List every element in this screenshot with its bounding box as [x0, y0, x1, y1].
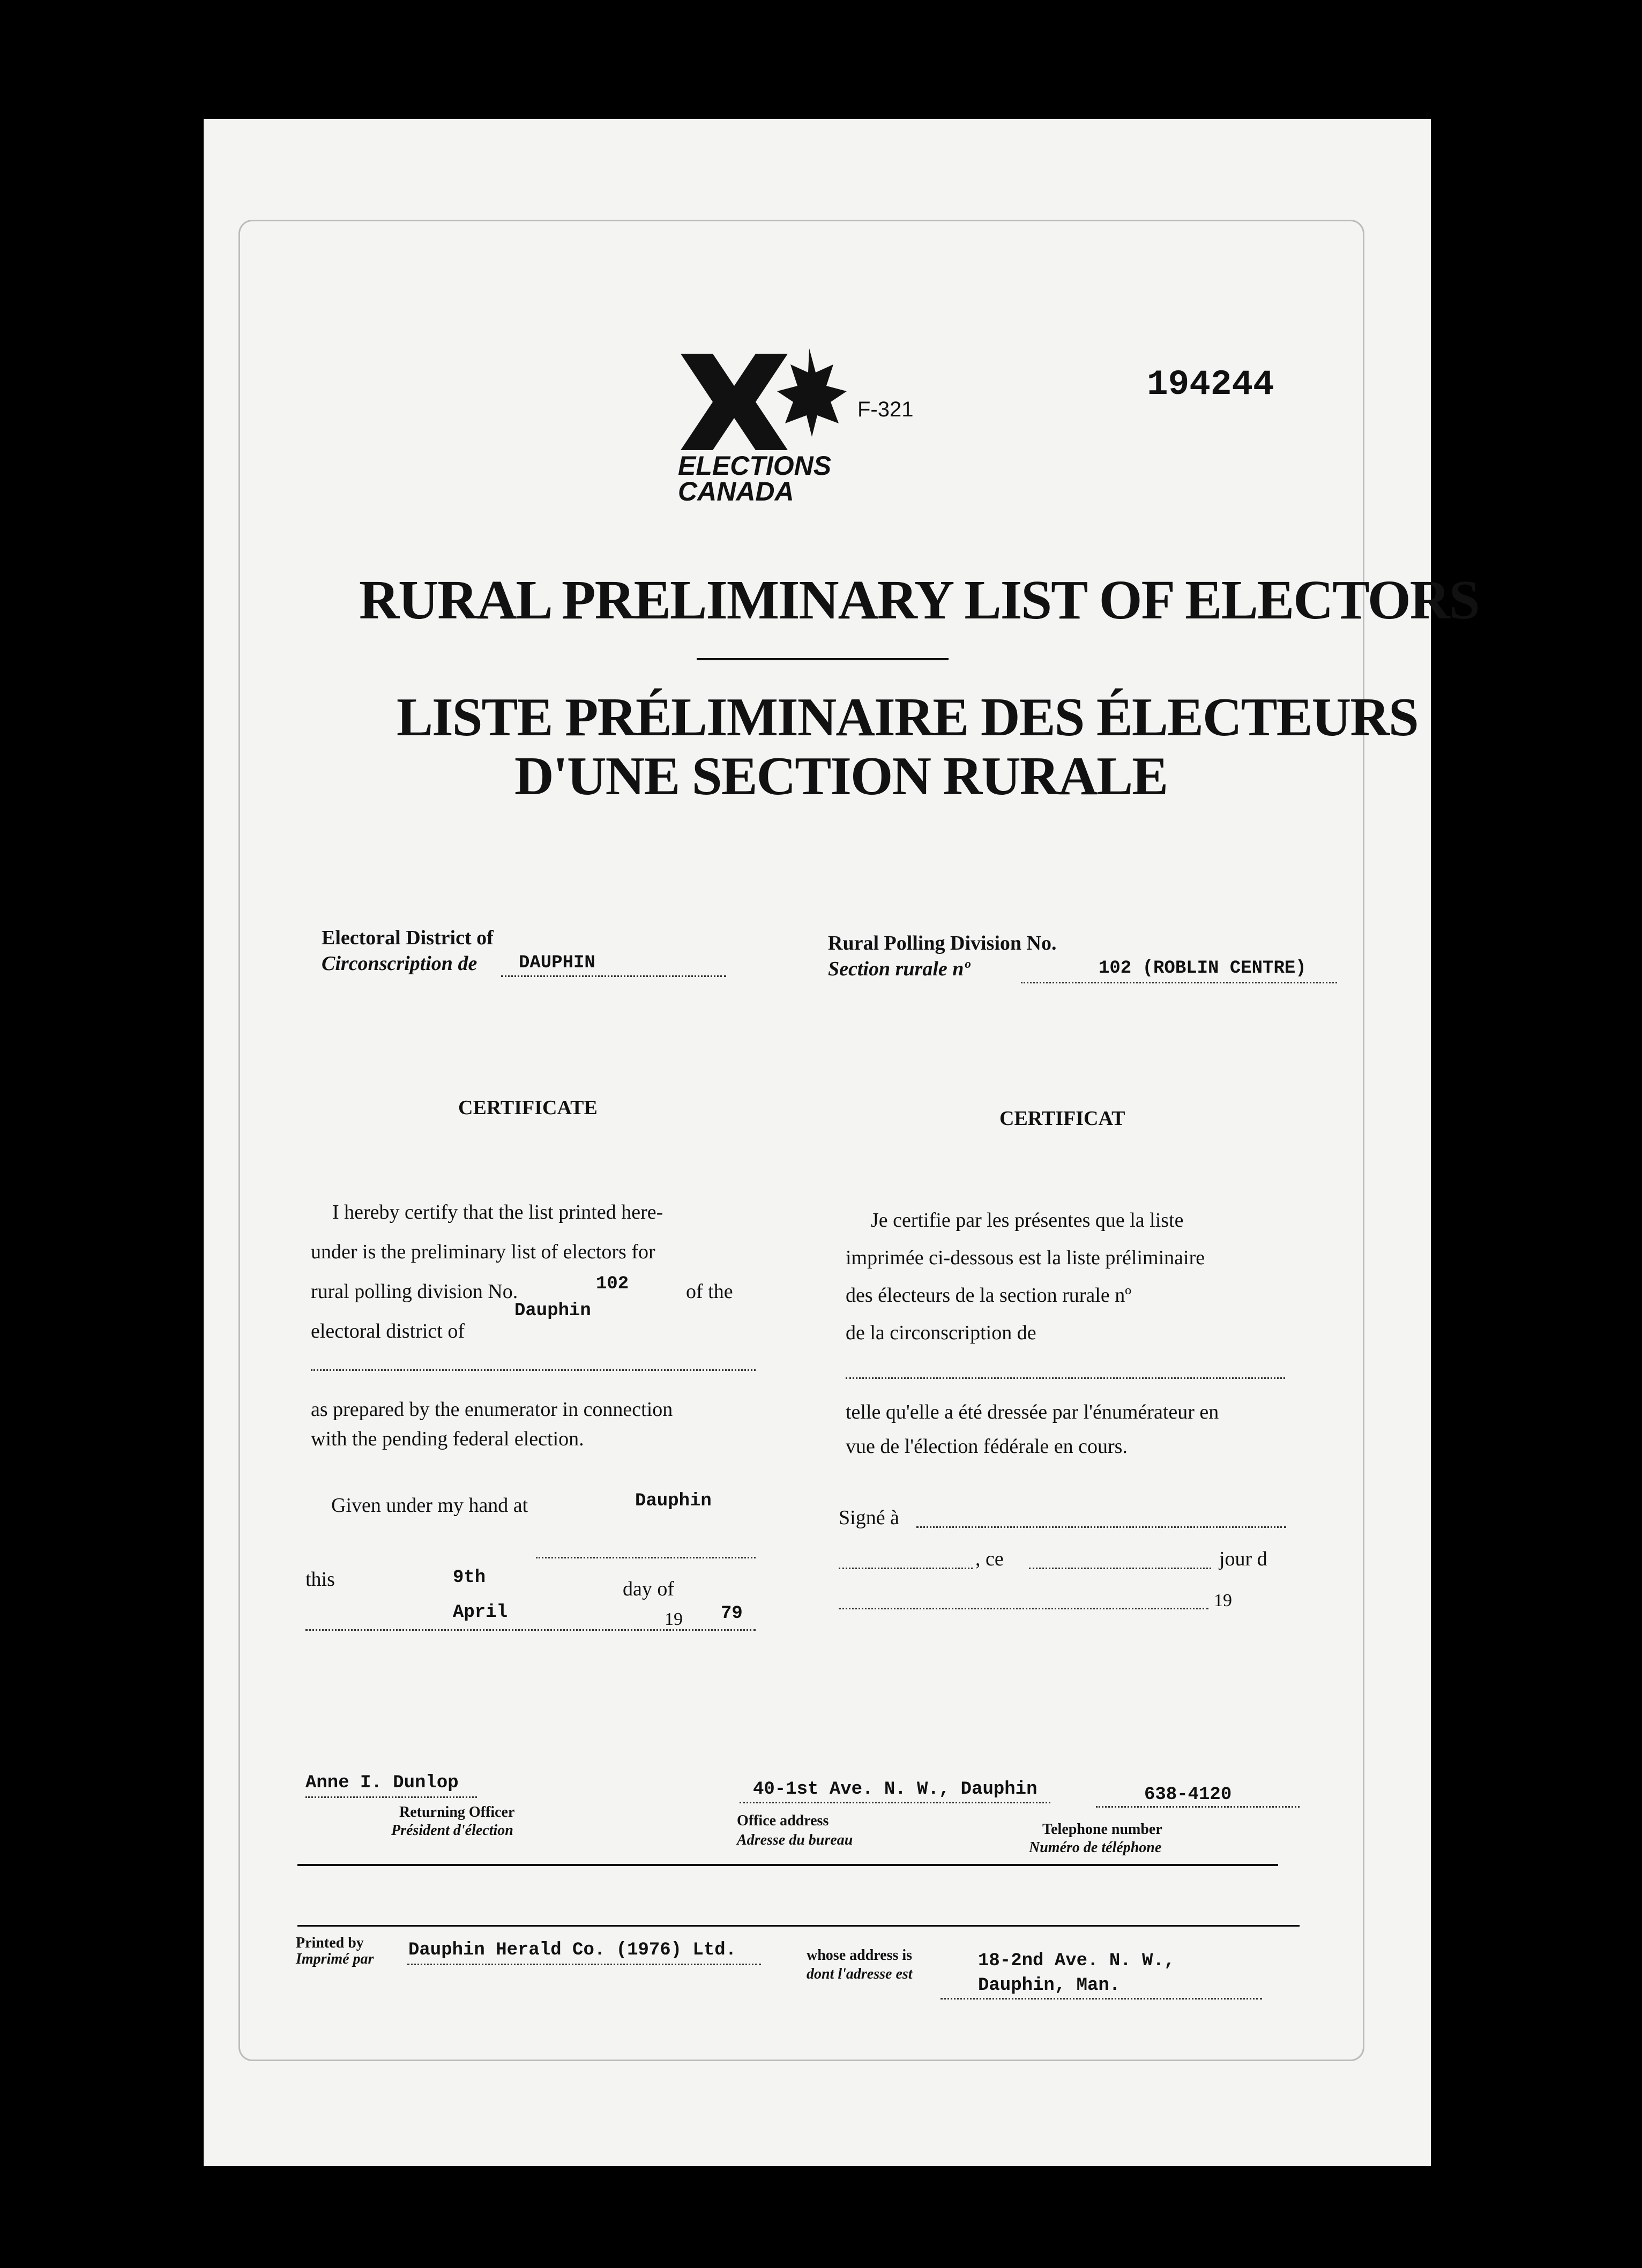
ce-line [839, 1568, 973, 1569]
printer-label-en: Printed by [296, 1935, 364, 1951]
office-address: 40-1st Ave. N. W., Dauphin [753, 1779, 1038, 1800]
day-value: 9th [453, 1568, 486, 1588]
given-place: Dauphin [635, 1491, 712, 1511]
printer-address-line2: Dauphin, Man. [978, 1975, 1121, 1996]
printer-address-underline [941, 1998, 1262, 2000]
polling-value-line [1021, 982, 1337, 983]
title-french-line1: LISTE PRÉLIMINAIRE DES ÉLECTEURS [397, 687, 1418, 748]
district-label-fr: Circonscription de [322, 952, 477, 975]
polling-label-en: Rural Polling Division No. [828, 932, 1057, 954]
printer-label-fr: Imprimé par [296, 1951, 374, 1967]
printer-name-line [407, 1964, 761, 1965]
jour-label: jour d [1219, 1548, 1267, 1570]
division-number: 102 [596, 1274, 629, 1294]
certificate-fr-line3: des électeurs de la section rurale nº [846, 1284, 1131, 1307]
certificate-en-line6: with the pending federal election. [311, 1428, 584, 1450]
certificate-fr-district-line [846, 1377, 1285, 1379]
certificate-fr-line2: imprimée ci-dessous est la liste préliminaire [846, 1247, 1205, 1269]
given-place-line [536, 1557, 756, 1558]
certificate-district-line [311, 1369, 756, 1371]
certificate-en-line3b: of the [686, 1280, 733, 1303]
title-french-line2: D'UNE SECTION RURALE [514, 746, 1168, 807]
year-prefix-en: 19 [665, 1609, 683, 1629]
polling-value: 102 (ROBLIN CENTRE) [1099, 958, 1307, 979]
signed-line [916, 1526, 1286, 1528]
printer-address-line1: 18-2nd Ave. N. W., [978, 1951, 1175, 1971]
printer-name: Dauphin Herald Co. (1976) Ltd. [408, 1940, 737, 1960]
telephone-line [1096, 1806, 1300, 1808]
form-code: F-321 [857, 398, 914, 421]
certificate-fr-line5: telle qu'elle a été dressée par l'énumérateur en [846, 1401, 1219, 1423]
certificate-en-line3a: rural polling division No. [311, 1280, 518, 1303]
ce-label: , ce [975, 1548, 1004, 1570]
telephone-label-fr: Numéro de téléphone [1029, 1839, 1162, 1856]
officer-name-line [305, 1796, 477, 1798]
polling-label-fr: Section rurale nº [828, 958, 970, 980]
certificate-en-line1: I hereby certify that the list printed here- [332, 1201, 663, 1223]
certificate-en-line2: under is the preliminary list of electors for [311, 1241, 655, 1263]
district-value: DAUPHIN [519, 953, 595, 973]
certificate-en-line5: as prepared by the enumerator in connection [311, 1398, 673, 1421]
month-value: April [453, 1602, 508, 1623]
logo-text-canada: CANADA [678, 476, 794, 506]
officer-label-fr: Président d'élection [391, 1822, 513, 1839]
printer-address-label-fr: dont l'adresse est [807, 1966, 913, 1982]
certificate-fr-line4: de la circonscription de [846, 1322, 1036, 1344]
officer-divider [297, 1864, 1278, 1866]
certificate-district: Dauphin [514, 1301, 591, 1321]
officer-name: Anne I. Dunlop [305, 1773, 459, 1793]
given-label: Given under my hand at [331, 1494, 528, 1517]
day-of-label: day of [623, 1578, 675, 1600]
officer-label-en: Returning Officer [399, 1804, 515, 1821]
jour-line [1029, 1568, 1211, 1569]
fr-date-line [839, 1608, 1208, 1609]
this-label: this [305, 1568, 335, 1591]
year-value: 79 [721, 1603, 743, 1624]
signed-label: Signé à [839, 1506, 899, 1529]
certificate-fr-line1: Je certifie par les présentes que la liste [871, 1209, 1184, 1232]
logo-text-elections: ELECTIONS [678, 451, 832, 481]
district-value-line [501, 975, 726, 977]
certificate-en-line4a: electoral district of [311, 1320, 465, 1342]
title-divider [697, 658, 949, 660]
office-address-label-en: Office address [737, 1812, 829, 1829]
certificate-heading-fr: CERTIFICAT [999, 1107, 1125, 1130]
elections-canada-logo [675, 343, 863, 466]
printer-address-label-en: whose address is [807, 1947, 913, 1964]
serial-number: 194244 [1147, 364, 1274, 405]
telephone-label-en: Telephone number [1042, 1821, 1162, 1838]
year-prefix-fr: 19 [1214, 1591, 1232, 1610]
telephone-value: 638-4120 [1144, 1785, 1232, 1805]
certificate-heading-en: CERTIFICATE [458, 1096, 598, 1119]
office-address-label-fr: Adresse du bureau [737, 1832, 853, 1848]
printer-divider [297, 1925, 1300, 1927]
date-line [305, 1629, 756, 1631]
certificate-fr-line6: vue de l'élection fédérale en cours. [846, 1435, 1128, 1458]
title-english: RURAL PRELIMINARY LIST OF ELECTORS [359, 569, 1479, 631]
office-address-line [740, 1802, 1050, 1803]
district-label-en: Electoral District of [322, 927, 494, 949]
